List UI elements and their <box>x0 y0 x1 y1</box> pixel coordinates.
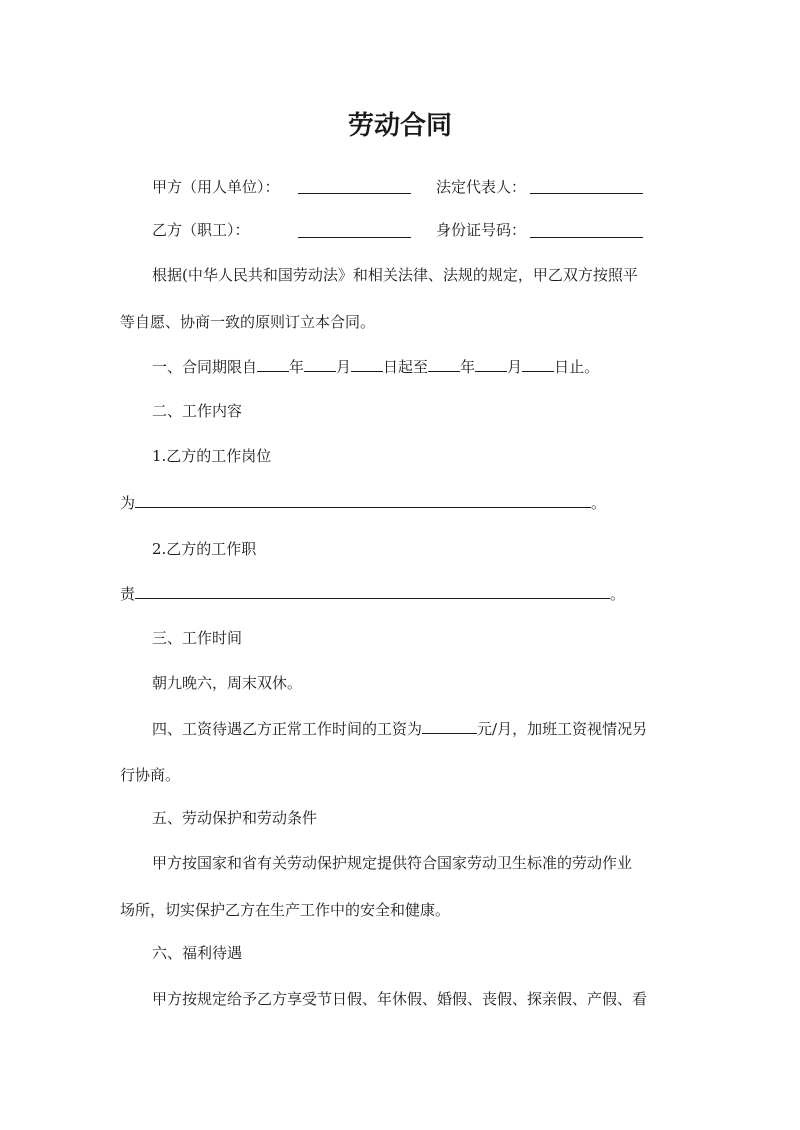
term-end-day-blank[interactable] <box>522 356 554 372</box>
term-year-label-2: 年 <box>460 358 476 376</box>
job-duty-label: 2.乙方的工作职 <box>152 540 257 558</box>
job-position-suffix: 。 <box>591 494 607 512</box>
salary-line-2: 行协商。 <box>120 766 181 784</box>
party-a-label: 甲方（用人单位）： <box>152 178 280 196</box>
job-duty-prefix: 责 <box>120 585 136 603</box>
intro-line-1: 根据(中华人民共和国劳动法》和相关法律、法规的规定，甲乙双方按照平 <box>152 266 638 284</box>
work-hours-text: 朝九晚六，周末双休。 <box>152 674 303 692</box>
legal-rep-label: 法定代表人： <box>436 178 527 196</box>
section-2-heading: 二、工作内容 <box>152 402 243 420</box>
page-title: 劳动合同 <box>347 111 452 141</box>
id-number-label: 身份证号码： <box>436 221 527 239</box>
term-prefix: 一、合同期限自 <box>152 358 258 376</box>
job-duty-line <box>120 583 625 604</box>
party-b-blank[interactable] <box>298 237 411 238</box>
id-number-blank[interactable] <box>530 237 643 238</box>
section-3-heading: 三、工作时间 <box>152 629 243 647</box>
term-year-label: 年 <box>289 358 305 376</box>
party-b-label: 乙方（职工）： <box>152 221 250 239</box>
term-start-year-blank[interactable] <box>257 356 289 372</box>
job-duty-suffix: 。 <box>610 585 626 603</box>
salary-suffix: 元/月，加班工资视情况另 <box>477 720 648 738</box>
term-start-day-blank[interactable] <box>351 356 383 372</box>
salary-line-1 <box>152 718 647 739</box>
term-end-year-blank[interactable] <box>428 356 460 372</box>
contract-term <box>152 356 599 377</box>
term-day-end-label: 日止。 <box>554 358 600 376</box>
job-position-line <box>120 492 606 513</box>
intro-line-2: 等自愿、协商一致的原则订立本合同。 <box>120 313 376 331</box>
job-position-label: 1.乙方的工作岗位 <box>152 447 272 465</box>
section-5-line-1: 甲方按国家和省有关劳动保护规定提供符合国家劳动卫生标准的劳动作业 <box>152 854 633 872</box>
job-duty-blank[interactable] <box>135 583 610 599</box>
salary-prefix: 四、工资待遇乙方正常工作时间的工资为 <box>152 720 423 738</box>
party-a-blank[interactable] <box>298 193 411 194</box>
term-end-month-blank[interactable] <box>475 356 507 372</box>
term-day-start-label: 日起至 <box>383 358 429 376</box>
term-month-label-2: 月 <box>507 358 523 376</box>
section-5-heading: 五、劳动保护和劳动条件 <box>152 809 318 827</box>
job-position-blank[interactable] <box>135 492 591 508</box>
term-start-month-blank[interactable] <box>304 356 336 372</box>
section-6-line-1: 甲方按规定给予乙方享受节日假、年休假、婚假、丧假、探亲假、产假、看 <box>152 990 648 1008</box>
section-6-heading: 六、福利待遇 <box>152 944 243 962</box>
section-5-line-2: 场所，切实保护乙方在生产工作中的安全和健康。 <box>120 901 451 919</box>
salary-amount-blank[interactable] <box>422 718 477 734</box>
term-month-label: 月 <box>336 358 352 376</box>
job-position-prefix: 为 <box>120 494 136 512</box>
legal-rep-blank[interactable] <box>530 193 643 194</box>
